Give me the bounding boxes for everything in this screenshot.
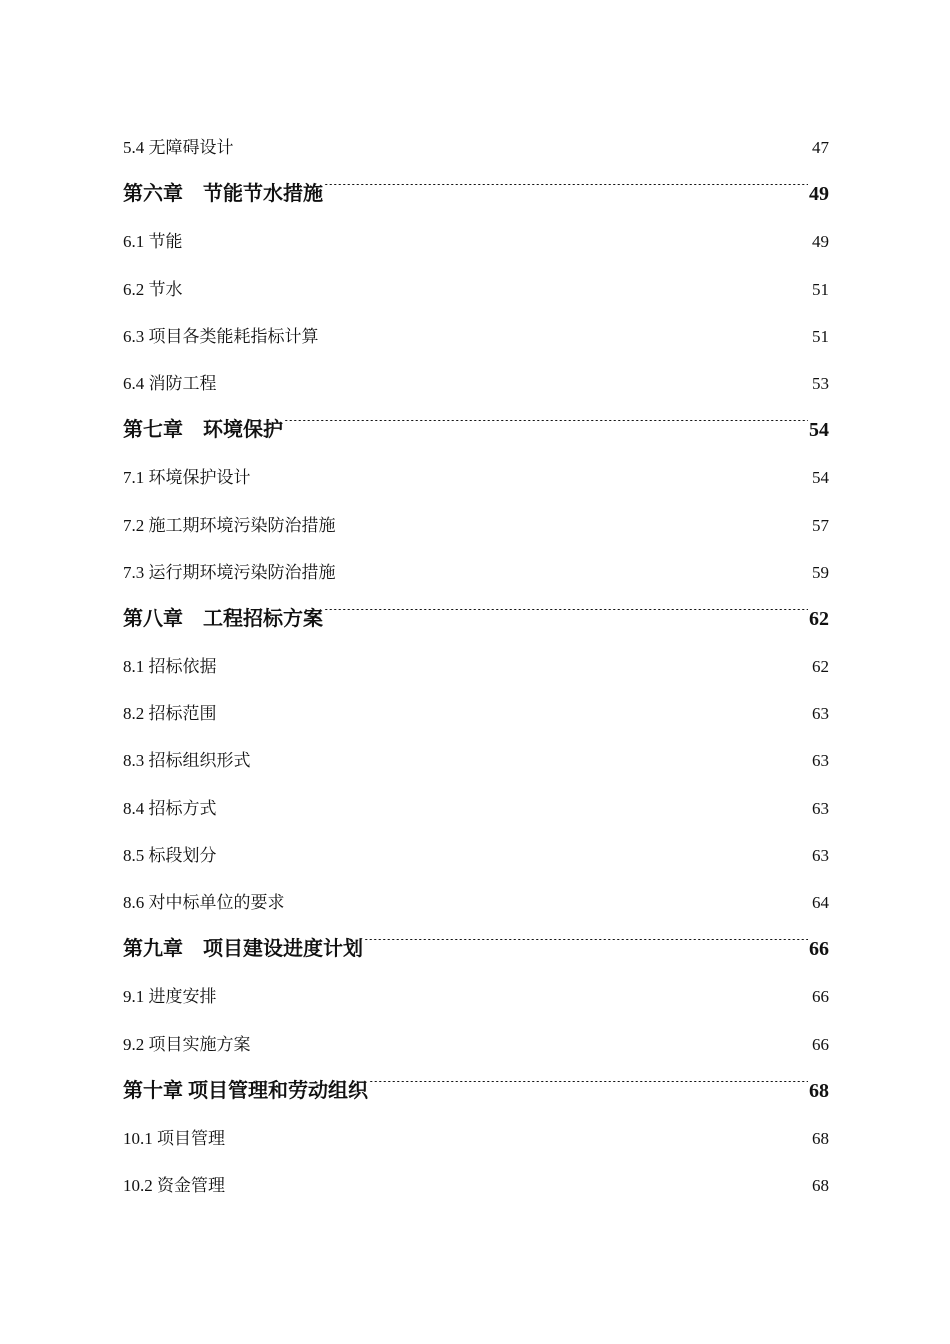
- toc-section-entry[interactable]: [123, 1021, 829, 1068]
- toc-entry-page-number: 49: [809, 183, 829, 206]
- toc-entry-page-number: 51: [812, 326, 829, 346]
- toc-section-entry[interactable]: [123, 266, 829, 313]
- toc-entry-label: 第九章 项目建设进度计划: [123, 938, 363, 961]
- toc-entry-label: 第六章 节能节水措施: [123, 183, 323, 206]
- toc-entry-page-number: 66: [809, 938, 829, 961]
- toc-section-entry[interactable]: [123, 973, 829, 1020]
- dot-leader: [320, 326, 812, 342]
- dot-leader: [324, 609, 808, 625]
- toc-entry-page-number: 62: [812, 657, 829, 677]
- toc-entry-label: 10.1 项目管理: [123, 1128, 225, 1148]
- dot-leader: [364, 939, 808, 955]
- toc-section-entry[interactable]: [123, 360, 829, 407]
- dot-leader: [284, 420, 808, 436]
- toc-entry-page-number: 66: [812, 987, 829, 1007]
- toc-chapter-entry[interactable]: [123, 171, 829, 218]
- toc-entry-page-number: 62: [809, 607, 829, 630]
- toc-entry-label: 8.3 招标组织形式: [123, 751, 251, 771]
- toc-section-entry[interactable]: [123, 218, 829, 265]
- dot-leader: [184, 279, 812, 295]
- toc-entry-page-number: 63: [812, 704, 829, 724]
- toc-section-entry[interactable]: [123, 643, 829, 690]
- toc-entry-label: 8.4 招标方式: [123, 798, 217, 818]
- toc-section-entry[interactable]: [123, 313, 829, 360]
- dot-leader: [324, 184, 808, 200]
- dot-leader: [218, 656, 812, 672]
- dot-leader: [235, 137, 812, 153]
- toc-entry-label: 10.2 资金管理: [123, 1176, 225, 1196]
- toc-entry-label: 6.4 消防工程: [123, 373, 217, 393]
- dot-leader: [218, 845, 812, 861]
- toc-entry-page-number: 63: [812, 845, 829, 865]
- toc-entry-label: 6.2 节水: [123, 279, 183, 299]
- toc-chapter-entry[interactable]: [123, 407, 829, 454]
- toc-entry-label: 7.3 运行期环境污染防治措施: [123, 562, 336, 582]
- toc-section-entry[interactable]: [123, 502, 829, 549]
- toc-section-entry[interactable]: [123, 1162, 829, 1209]
- dot-leader: [252, 1034, 812, 1050]
- dot-leader: [184, 231, 812, 247]
- toc-entry-page-number: 51: [812, 279, 829, 299]
- toc-entry-page-number: 66: [812, 1034, 829, 1054]
- toc-section-entry[interactable]: [123, 1115, 829, 1162]
- toc-entry-page-number: 63: [812, 751, 829, 771]
- dot-leader: [286, 892, 812, 908]
- toc-section-entry[interactable]: [123, 124, 829, 171]
- toc-entry-page-number: 57: [812, 515, 829, 535]
- toc-entry-label: 7.2 施工期环境污染防治措施: [123, 515, 336, 535]
- toc-entry-label: 8.2 招标范围: [123, 704, 217, 724]
- toc-entry-page-number: 49: [812, 232, 829, 252]
- toc-entry-label: 8.6 对中标单位的要求: [123, 893, 285, 912]
- dot-leader: [218, 986, 812, 1002]
- toc-entry-label: 8.1 招标依据: [123, 657, 217, 677]
- toc-entry-page-number: 47: [812, 138, 829, 157]
- toc-chapter-entry[interactable]: [123, 926, 829, 973]
- table-of-contents: [123, 124, 829, 1209]
- dot-leader: [252, 750, 812, 766]
- toc-entry-label: 第十章 项目管理和劳动组织: [123, 1079, 368, 1102]
- dot-leader: [226, 1128, 811, 1144]
- toc-entry-label: 9.2 项目实施方案: [123, 1034, 251, 1054]
- toc-entry-page-number: 59: [812, 562, 829, 582]
- toc-section-entry[interactable]: [123, 785, 829, 832]
- toc-entry-label: 第七章 环境保护: [123, 419, 283, 442]
- dot-leader: [218, 703, 812, 719]
- dot-leader: [252, 467, 812, 483]
- toc-entry-page-number: 63: [812, 798, 829, 818]
- toc-section-entry[interactable]: [123, 879, 829, 926]
- dot-leader: [218, 373, 812, 389]
- toc-entry-label: 6.1 节能: [123, 232, 183, 252]
- toc-section-entry[interactable]: [123, 737, 829, 784]
- toc-entry-page-number: 54: [812, 468, 829, 488]
- toc-entry-page-number: 68: [809, 1079, 829, 1102]
- toc-entry-label: 6.3 项目各类能耗指标计算: [123, 326, 319, 346]
- toc-entry-label: 8.5 标段划分: [123, 845, 217, 865]
- toc-section-entry[interactable]: [123, 832, 829, 879]
- dot-leader: [226, 1175, 811, 1191]
- toc-entry-page-number: 53: [812, 373, 829, 393]
- toc-section-entry[interactable]: [123, 549, 829, 596]
- toc-entry-label: 9.1 进度安排: [123, 987, 217, 1007]
- toc-entry-page-number: 68: [812, 1128, 829, 1148]
- toc-chapter-entry[interactable]: [123, 1068, 829, 1115]
- toc-section-entry[interactable]: [123, 454, 829, 501]
- dot-leader: [369, 1081, 808, 1097]
- dot-leader: [218, 798, 812, 814]
- toc-entry-label: 5.4 无障碍设计: [123, 138, 234, 157]
- dot-leader: [337, 515, 812, 531]
- toc-entry-page-number: 54: [809, 419, 829, 442]
- toc-chapter-entry[interactable]: [123, 596, 829, 643]
- toc-entry-page-number: 64: [812, 893, 829, 912]
- toc-entry-page-number: 68: [812, 1176, 829, 1196]
- toc-section-entry[interactable]: [123, 690, 829, 737]
- dot-leader: [337, 562, 812, 578]
- toc-entry-label: 第八章 工程招标方案: [123, 607, 323, 630]
- toc-entry-label: 7.1 环境保护设计: [123, 468, 251, 488]
